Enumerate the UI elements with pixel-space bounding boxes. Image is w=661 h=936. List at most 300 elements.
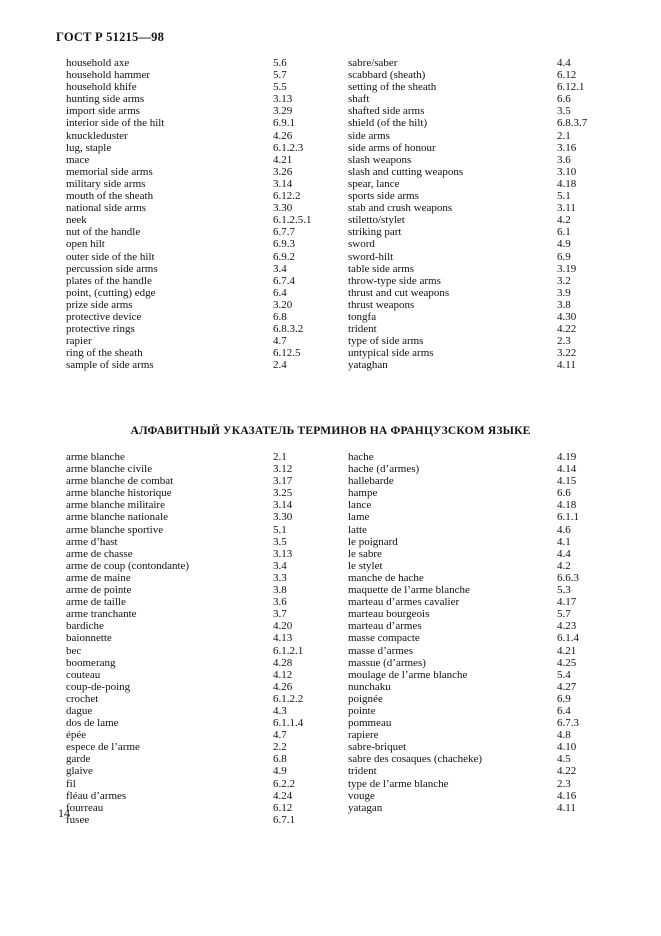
index-section-number: 3.4 (273, 559, 287, 572)
index-term: arme de taille (66, 596, 126, 609)
index-term: poignée (348, 692, 383, 705)
index-section-number: 3.2 (557, 274, 571, 287)
index-term: sabre des cosaques (chacheke) (348, 753, 483, 766)
index-term: hampe (348, 487, 378, 500)
index-section-number: 3.13 (273, 93, 293, 106)
index-section-number: 6.12 (557, 69, 577, 82)
index-entry (66, 681, 336, 693)
index-term: side arms of honour (348, 141, 436, 154)
index-section-number: 3.29 (273, 105, 293, 118)
index-section-number: 3.30 (273, 511, 293, 524)
index-section-number: 4.21 (557, 644, 577, 657)
index-entry (66, 608, 336, 620)
index-term: interior side of the hilt (66, 117, 165, 130)
index-entry (348, 142, 608, 154)
page-number: 14 (58, 806, 70, 820)
index-entry (66, 166, 336, 178)
index-entry (66, 560, 336, 572)
index-section-number: 5.4 (557, 668, 571, 681)
index-entry (348, 717, 608, 729)
index-entry (66, 778, 336, 790)
index-term: protective rings (66, 323, 135, 336)
index-term: shield (of the hilt) (348, 117, 428, 130)
index-entry (348, 669, 608, 681)
index-term: national side arms (66, 202, 147, 215)
index-section-number: 3.14 (273, 499, 293, 512)
index-term: thrust weapons (348, 298, 415, 311)
index-section-number: 6.7.3 (557, 717, 579, 730)
french-index-title: АЛФАВИТНЫЙ УКАЗАТЕЛЬ ТЕРМИНОВ НА ФРАНЦУЗСКОМ ЯЗЫКЕ (130, 425, 531, 437)
index-entry (348, 202, 608, 214)
index-entry (66, 765, 336, 777)
index-entry (348, 681, 608, 693)
index-term: arme de coup (contondante) (66, 559, 190, 572)
index-entry (66, 645, 336, 657)
index-section-number: 3.6 (273, 596, 287, 609)
index-term: mouth of the sheath (66, 190, 154, 203)
index-term: type de l’arme blanche (348, 777, 449, 790)
index-term: lance (348, 499, 372, 512)
index-section-number: 3.16 (557, 141, 577, 154)
index-term: garde (66, 753, 91, 766)
index-entry (348, 251, 608, 263)
index-entry (66, 311, 336, 323)
index-entry (348, 263, 608, 275)
index-entry (348, 299, 608, 311)
index-entry (66, 238, 336, 250)
index-term: open hilt (66, 238, 105, 251)
index-term: glaive (66, 765, 93, 778)
index-section-number: 3.4 (273, 262, 287, 275)
index-term: arme blanche nationale (66, 511, 169, 524)
index-term: bec (66, 644, 82, 657)
index-entry (348, 323, 608, 335)
index-entry (348, 499, 608, 511)
index-term: neek (66, 214, 87, 227)
index-term: le stylet (348, 559, 383, 572)
index-entry (66, 202, 336, 214)
index-section-number: 3.3 (273, 571, 287, 584)
index-entry (66, 487, 336, 499)
index-section-number: 4.9 (557, 238, 571, 251)
index-section-number: 4.17 (557, 596, 577, 609)
index-entry (348, 487, 608, 499)
index-section-number: 3.13 (273, 547, 293, 560)
index-section-number: 6.1.1 (557, 511, 579, 524)
index-entry (66, 524, 336, 536)
index-term: military side arms (66, 177, 146, 190)
index-term: stiletto/stylet (348, 214, 405, 227)
index-entry (348, 359, 608, 371)
index-section-number: 6.9.3 (273, 238, 295, 251)
index-term: prize side arms (66, 298, 133, 311)
index-term: arme blanche civile (66, 463, 153, 476)
index-entry (348, 57, 608, 69)
index-term: household khife (66, 81, 137, 94)
index-entry (66, 275, 336, 287)
index-section-number: 4.23 (557, 620, 577, 633)
index-entry (348, 166, 608, 178)
index-section-number: 6.7.1 (273, 813, 295, 826)
index-section-number: 3.30 (273, 202, 293, 215)
index-section-number: 4.20 (273, 620, 293, 633)
index-section-number: 4.24 (273, 789, 293, 802)
index-term: hache (348, 451, 374, 463)
index-term: rapier (66, 335, 92, 348)
index-term: fourreau (66, 801, 104, 814)
index-section-number: 4.9 (273, 765, 287, 778)
index-term: thrust and cut weapons (348, 286, 450, 299)
index-term: slash and cutting weapons (348, 165, 464, 178)
index-section-number: 6.9.1 (273, 117, 295, 130)
index-entry (348, 693, 608, 705)
index-term: sword (348, 238, 375, 251)
index-entry (66, 572, 336, 584)
index-term: arme de maine (66, 571, 131, 584)
index-section-number: 4.30 (557, 310, 577, 323)
index-section-number: 4.7 (273, 335, 287, 348)
index-term: arme blanche (66, 451, 125, 463)
index-entry (66, 632, 336, 644)
index-section-number: 4.12 (273, 668, 293, 681)
index-section-number: 6.1 (557, 226, 571, 239)
index-term: arme de pointe (66, 584, 132, 597)
index-entry (66, 335, 336, 347)
index-section-number: 5.5 (273, 81, 287, 94)
index-entry (348, 765, 608, 777)
index-term: household hammer (66, 69, 151, 82)
index-section-number: 3.11 (557, 202, 576, 215)
index-term: crochet (66, 692, 99, 705)
index-term: shaft (348, 93, 370, 106)
index-term: arme d’hast (66, 535, 118, 548)
index-entry (66, 323, 336, 335)
index-entry (348, 657, 608, 669)
index-entry (348, 620, 608, 632)
index-term: sample of side arms (66, 359, 154, 372)
index-section-number: 3.5 (557, 105, 571, 118)
index-entry (66, 251, 336, 263)
index-entry (348, 335, 608, 347)
index-term: throw-type side arms (348, 274, 441, 287)
index-section-number: 4.21 (273, 153, 293, 166)
index-term: couteau (66, 668, 101, 681)
index-section-number: 3.12 (273, 463, 293, 476)
index-entry (66, 299, 336, 311)
index-section-number: 3.9 (557, 286, 571, 299)
index-term: arme blanche historique (66, 487, 172, 500)
index-entry (348, 790, 608, 802)
index-term: yatagan (348, 801, 383, 814)
index-section-number: 4.3 (273, 704, 287, 717)
index-term: table side arms (348, 262, 414, 275)
index-section-number: 6.6.3 (557, 571, 579, 584)
index-section-number: 3.8 (557, 298, 571, 311)
index-term: épée (66, 729, 87, 742)
index-term: shafted side arms (348, 105, 425, 118)
index-entry (348, 190, 608, 202)
index-section-number: 5.7 (273, 69, 287, 82)
index-section-number: 4.25 (557, 656, 577, 669)
index-section-number: 6.9 (557, 692, 571, 705)
index-section-number: 4.8 (557, 729, 571, 742)
index-entry (66, 81, 336, 93)
index-section-number: 3.14 (273, 177, 293, 190)
index-term: mace (66, 153, 90, 166)
index-term: arme blanche militaire (66, 499, 165, 512)
index-section-number: 5.1 (273, 523, 287, 536)
index-term: maquette de l’arme blanche (348, 584, 470, 597)
index-section-number: 4.28 (273, 656, 293, 669)
index-section-number: 4.4 (557, 57, 571, 69)
index-section-number: 4.7 (273, 729, 287, 742)
index-section-number: 6.2.2 (273, 777, 295, 790)
index-section-number: 4.5 (557, 753, 571, 766)
index-entry (66, 802, 336, 814)
index-entry (348, 536, 608, 548)
index-term: bardiche (66, 620, 104, 633)
index-term: le poignard (348, 535, 398, 548)
index-section-number: 4.19 (557, 451, 577, 463)
index-term: hallebarde (348, 475, 394, 488)
index-entry (66, 717, 336, 729)
index-entry (66, 214, 336, 226)
index-entry (66, 705, 336, 717)
index-term: protective device (66, 310, 142, 323)
index-entry (348, 463, 608, 475)
index-term: fusee (66, 813, 90, 826)
index-section-number: 3.19 (557, 262, 577, 275)
index-section-number: 3.26 (273, 165, 293, 178)
index-section-number: 6.1.1.4 (273, 717, 304, 730)
index-entry (348, 729, 608, 741)
index-term: untypical side arms (348, 347, 434, 360)
english-index-left-column (66, 57, 336, 371)
index-section-number: 2.2 (273, 741, 287, 754)
index-term: vouge (348, 789, 375, 802)
index-section-number: 4.18 (557, 177, 577, 190)
index-entry (66, 154, 336, 166)
index-section-number: 5.6 (273, 57, 287, 69)
index-section-number: 6.12.5 (273, 347, 301, 360)
index-section-number: 6.8.3.2 (273, 323, 304, 336)
index-entry (348, 511, 608, 523)
index-entry (66, 511, 336, 523)
index-entry (66, 178, 336, 190)
index-section-number: 4.13 (273, 632, 293, 645)
index-entry (348, 584, 608, 596)
index-section-number: 5.3 (557, 584, 571, 597)
index-term: side arms (348, 129, 390, 142)
index-section-number: 4.6 (557, 523, 571, 536)
index-term: hunting side arms (66, 93, 145, 106)
index-section-number: 3.20 (273, 298, 293, 311)
index-term: espece de l’arme (66, 741, 140, 754)
index-entry (348, 741, 608, 753)
index-entry (348, 802, 608, 814)
index-entry (348, 560, 608, 572)
index-entry (348, 475, 608, 487)
index-section-number: 6.4 (273, 286, 287, 299)
index-section-number: 6.6 (557, 93, 571, 106)
french-index-left-column (66, 451, 336, 826)
index-term: marteau d’armes cavalier (348, 596, 460, 609)
index-term: sports side arms (348, 190, 419, 203)
index-entry (66, 347, 336, 359)
index-section-number: 4.22 (557, 765, 577, 778)
index-term: baionnette (66, 632, 112, 645)
index-entry (348, 287, 608, 299)
index-section-number: 3.25 (273, 487, 293, 500)
index-term: type of side arms (348, 335, 424, 348)
index-section-number: 5.1 (557, 190, 571, 203)
index-entry (66, 142, 336, 154)
index-term: dos de lame (66, 717, 119, 730)
index-section-number: 4.22 (557, 323, 577, 336)
index-section-number: 3.17 (273, 475, 293, 488)
index-entry (66, 263, 336, 275)
index-term: trident (348, 323, 377, 336)
index-term: hache (d’armes) (348, 463, 420, 476)
index-section-number: 4.16 (557, 789, 577, 802)
index-section-number: 6.9 (557, 250, 571, 263)
index-entry (348, 596, 608, 608)
index-entry (348, 275, 608, 287)
index-entry (348, 705, 608, 717)
index-entry (66, 117, 336, 129)
index-section-number: 6.12 (273, 801, 293, 814)
index-section-number: 6.4 (557, 704, 571, 717)
index-section-number: 4.26 (273, 129, 293, 142)
index-entry (66, 548, 336, 560)
index-entry (348, 548, 608, 560)
index-entry (66, 463, 336, 475)
french-index-right-column (348, 451, 608, 814)
index-term: setting of the sheath (348, 81, 437, 94)
index-entry (66, 741, 336, 753)
index-term: moulage de l’arme blanche (348, 668, 468, 681)
index-entry (348, 753, 608, 765)
index-entry (66, 620, 336, 632)
index-section-number: 3.8 (273, 584, 287, 597)
index-term: dague (66, 704, 93, 717)
index-entry (66, 226, 336, 238)
index-entry (66, 596, 336, 608)
index-term: rapiere (348, 729, 379, 742)
index-section-number: 6.8 (273, 753, 287, 766)
index-term: knuckleduster (66, 129, 128, 142)
index-section-number: 5.7 (557, 608, 571, 621)
index-term: arme tranchante (66, 608, 137, 621)
index-section-number: 4.2 (557, 214, 571, 227)
index-term: import side arms (66, 105, 140, 118)
index-entry (348, 178, 608, 190)
index-section-number: 4.15 (557, 475, 577, 488)
index-term: stab and crush weapons (348, 202, 453, 215)
index-entry (66, 753, 336, 765)
index-term: outer side of the hilt (66, 250, 155, 263)
index-entry (66, 359, 336, 371)
index-entry (348, 632, 608, 644)
index-section-number: 6.9.2 (273, 250, 295, 263)
index-term: fil (66, 777, 76, 790)
index-term: trident (348, 765, 377, 778)
index-section-number: 4.2 (557, 559, 571, 572)
index-term: pommeau (348, 717, 392, 730)
index-term: scabbard (sheath) (348, 69, 426, 82)
index-entry (348, 451, 608, 463)
index-section-number: 2.1 (273, 451, 287, 463)
index-entry (66, 57, 336, 69)
index-section-number: 6.7.4 (273, 274, 295, 287)
index-entry (66, 93, 336, 105)
index-entry (66, 190, 336, 202)
index-term: slash weapons (348, 153, 412, 166)
index-entry (66, 130, 336, 142)
index-section-number: 6.6 (557, 487, 571, 500)
index-entry (66, 790, 336, 802)
index-entry (348, 572, 608, 584)
index-section-number: 6.1.2.1 (273, 644, 304, 657)
index-entry (66, 693, 336, 705)
index-term: sword-hilt (348, 250, 394, 263)
index-section-number: 3.22 (557, 347, 577, 360)
index-section-number: 6.1.2.5.1 (273, 214, 312, 227)
index-entry (348, 69, 608, 81)
index-term: manche de hache (348, 571, 424, 584)
index-term: marteau bourgeois (348, 608, 430, 621)
index-entry (66, 69, 336, 81)
index-section-number: 4.11 (557, 359, 576, 372)
index-entry (348, 524, 608, 536)
index-entry (348, 154, 608, 166)
index-section-number: 2.4 (273, 359, 287, 372)
index-entry (66, 729, 336, 741)
index-term: spear, lance (348, 177, 400, 190)
index-entry (66, 814, 336, 826)
index-entry (348, 645, 608, 657)
index-term: masse d’armes (348, 644, 414, 657)
index-term: tongfa (348, 310, 377, 323)
index-section-number: 6.12.2 (273, 190, 301, 203)
index-section-number: 2.3 (557, 777, 571, 790)
index-entry (348, 81, 608, 93)
index-term: lame (348, 511, 370, 524)
index-term: plates of the handle (66, 274, 152, 287)
index-term: percussion side arms (66, 262, 158, 275)
index-section-number: 2.3 (557, 335, 571, 348)
index-term: nunchaku (348, 680, 391, 693)
index-term: pointe (348, 704, 376, 717)
index-term: fléau d’armes (66, 789, 127, 802)
index-entry (66, 105, 336, 117)
index-entry (348, 347, 608, 359)
index-term: yataghan (348, 359, 388, 372)
index-section-number: 4.26 (273, 680, 293, 693)
index-term: le sabre (348, 547, 382, 560)
index-entry (66, 451, 336, 463)
index-section-number: 6.1.2.2 (273, 692, 304, 705)
index-section-number: 6.1.2.3 (273, 141, 304, 154)
index-section-number: 6.1.4 (557, 632, 579, 645)
index-term: striking part (348, 226, 402, 239)
index-section-number: 4.11 (557, 801, 576, 814)
index-entry (348, 238, 608, 250)
index-section-number: 6.12.1 (557, 81, 585, 94)
index-section-number: 6.8.3.7 (557, 117, 588, 130)
index-entry (66, 287, 336, 299)
index-section-number: 4.4 (557, 547, 571, 560)
